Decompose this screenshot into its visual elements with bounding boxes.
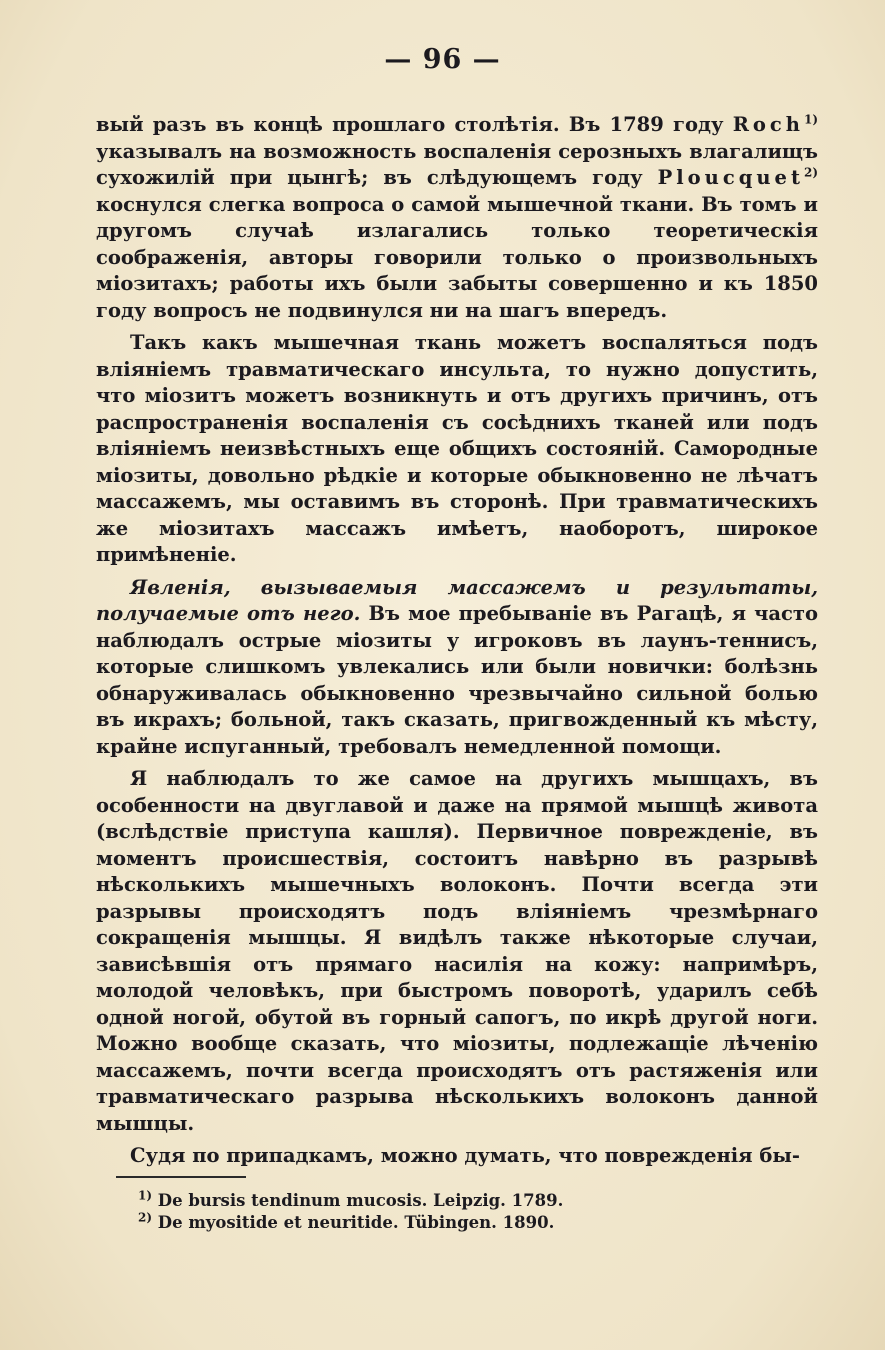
- paragraph-1-text-b: указывалъ на возможность воспаленія серозныхъ влагалищъ сухожилій при цынгѣ; въ слѣдующемъ году: [96, 139, 818, 189]
- footnote-2: [138, 1212, 818, 1234]
- footnote-2-text: De myositide et neuritide. Tübingen. 1890.: [152, 1213, 555, 1232]
- paragraph-5: Судя по припадкамъ, можно думать, что поврежденія бы-: [130, 1144, 801, 1167]
- footnote-ref-1: 1: [803, 112, 813, 127]
- footnote-2-mark: 2): [138, 1210, 153, 1225]
- footnote-divider: [116, 1176, 246, 1178]
- footnote-1-mark: 1): [138, 1188, 153, 1203]
- paragraph-1-text-c: коснулся слегка вопроса о самой мышечной ткани. Въ томъ и другомъ случаѣ излагались только теоретическія соображенія, авторы говорили только о произвольныхъ міозитахъ; работы ихъ были забыты совершенно и къ 1850 году вопросъ не подвинулся ни на шагъ впередъ.: [96, 192, 818, 322]
- paragraph-2: Такъ какъ мышечная ткань можетъ воспаляться подъ вліяніемъ травматическаго инсульта, то нужно допустить, что міозитъ можетъ возникнуть и отъ другихъ причинъ, отъ распространенія воспаленія съ сосѣднихъ тканей или подъ вліяніемъ неизвѣстныхъ еще общихъ состояній. Самородные міозиты, довольно рѣдкіе и которые обыкновенно не лѣчатъ массажемъ, мы оставимъ въ сторонѣ. При травматическихъ же міозитахъ массажъ имѣетъ, наоборотъ, широкое примѣненіе.: [96, 331, 818, 566]
- footnote-1-text: De bursis tendinum mucosis. Leipzig. 1789.: [152, 1191, 564, 1210]
- page-body: [96, 112, 818, 1176]
- footnote-ref-2: 2: [803, 165, 813, 180]
- paragraph-1-text-a: вый разъ въ концѣ прошлаго столѣтія. Въ 1789 году: [96, 113, 733, 136]
- paragraph-3-text: Въ мое пребываніе въ Рагацѣ, я часто наблюдалъ острые міозиты у игроковъ въ лаунъ-теннисъ, которые слишкомъ увлекались или были новички: болѣзнь обнаруживалась обыкновенно чрезвычайно сильной болью въ икрахъ; больной, такъ сказать, пригвожденный къ мѣсту, крайне испуганный, требовалъ немедленной помощи.: [96, 602, 818, 758]
- author-name-roch: Roch: [732, 113, 804, 136]
- section-heading: Явленія, вызываемыя массажемъ и результаты, получаемые отъ него.: [96, 575, 818, 625]
- page-number: — 96 —: [384, 44, 501, 75]
- paragraph-4: Я наблюдалъ то же самое на другихъ мышцахъ, въ особенности на двуглавой и даже на прямой мышцѣ живота (вслѣдствіе приступа кашля). Первичное поврежденіе, въ моментъ происшествія, состоитъ навѣрно въ разрывѣ нѣсколькихъ мышечныхъ волоконъ. Почти всегда эти разрывы происходятъ подъ вліяніемъ чрезмѣрнаго сокращенія мышцы. Я видѣлъ также нѣкоторые случаи, зависѣвшія отъ прямаго насилія на кожу: напримѣръ, молодой человѣкъ, при быстромъ поворотѣ, ударилъ себѣ одной ногой, обутой въ горный сапогъ, по икрѣ другой ноги. Можно вообще сказать, что міозиты, подлежащіе лѣченію массажемъ, почти всегда происходятъ отъ растяженія или травматическаго разрыва нѣсколькихъ волоконъ данной мышцы.: [96, 767, 818, 1135]
- paragraph-3: [96, 575, 818, 761]
- footnotes: [138, 1190, 818, 1234]
- footnote-1: [138, 1190, 818, 1212]
- paragraph-1: вый разъ въ концѣ прошлаго столѣтія. Въ 1789 году Roch$^{1)}$ указывалъ на возможность воспаленія серозныхъ влагалищъ сухожилій при цынгѣ; въ слѣдующемъ году Ploucquet$^{2)}$ коснулся слегка вопроса о самой мышечной ткани. Въ томъ и другомъ случаѣ излагались только теоретическія соображенія, авторы говорили только о произвольныхъ міозитахъ; работы ихъ были забыты совершенно и къ 1850 году вопросъ не подвинулся ни на шагъ впередъ.: [96, 112, 818, 322]
- author-name-ploucquet: Ploucquet: [657, 166, 804, 189]
